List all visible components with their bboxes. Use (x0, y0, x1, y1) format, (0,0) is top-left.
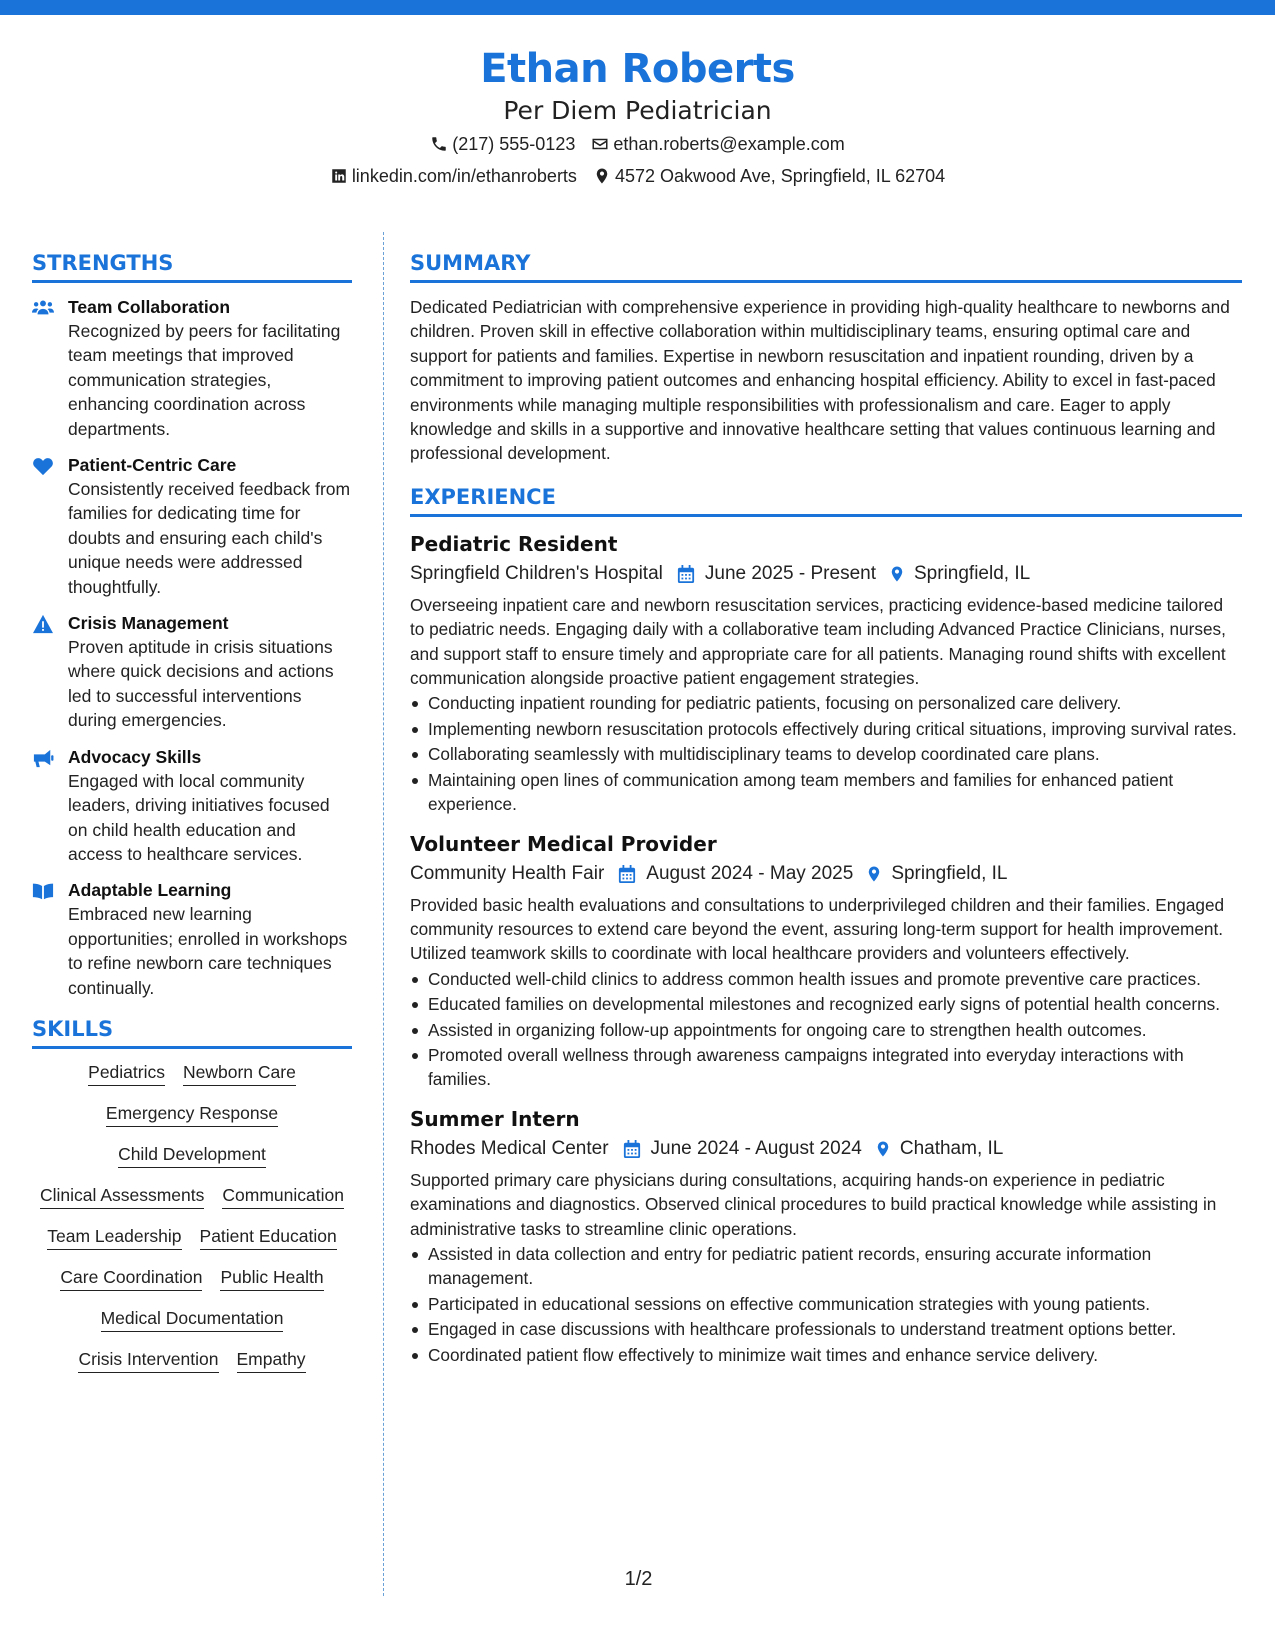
contact-row-2 (0, 160, 1275, 192)
experience-heading: EXPERIENCE (410, 482, 1242, 517)
linkedin-contact[interactable] (330, 160, 577, 192)
experience-bullet: Implementing newborn resuscitation protocols effectively during critical situations, improving survival rates. (410, 717, 1242, 741)
location-pin-icon (888, 564, 906, 584)
phone-icon (430, 135, 448, 153)
summary-heading: SUMMARY (410, 248, 1242, 283)
linkedin-text[interactable]: linkedin.com/in/ethanroberts (351, 166, 577, 186)
skill-tag: Clinical Assessments (40, 1184, 204, 1209)
phone-contact (430, 128, 575, 160)
job-title: Pediatric Resident (410, 531, 618, 556)
email-contact[interactable] (591, 128, 844, 160)
skills-list (32, 1061, 352, 1373)
email-text[interactable]: ethan.roberts@example.com (613, 134, 845, 154)
job-location: Springfield, IL (891, 862, 1008, 884)
strength-title: Crisis Management (68, 613, 229, 634)
experience-list (410, 529, 1242, 1367)
strength-body (68, 878, 352, 1000)
strengths-heading: STRENGTHS (32, 248, 352, 283)
envelope-icon (591, 135, 609, 153)
skill-tag: Emergency Response (106, 1102, 278, 1127)
book-icon (32, 878, 56, 1000)
job-title: Volunteer Medical Provider (410, 831, 717, 856)
job-bullets (410, 691, 1242, 816)
experience-bullet: Promoted overall wellness through awareness campaigns integrated into everyday interactions with families. (410, 1043, 1242, 1092)
job-organization: Rhodes Medical Center (410, 1137, 609, 1159)
skill-tag: Medical Documentation (101, 1307, 284, 1332)
calendar-icon (618, 864, 636, 884)
job-organization: Springfield Children's Hospital (410, 562, 663, 584)
strength-body (68, 295, 352, 441)
heart-icon (32, 453, 56, 599)
strength-title: Team Collaboration (68, 297, 231, 317)
candidate-title: Per Diem Pediatrician (503, 96, 772, 125)
megaphone-icon (32, 745, 56, 867)
location-pin-icon (593, 167, 611, 185)
experience-bullet: Conducting inpatient rounding for pediatric patients, focusing on personalized care delivery. (410, 691, 1242, 715)
skill-tag: Public Health (220, 1266, 323, 1291)
skill-tag: Newborn Care (183, 1061, 296, 1086)
strengths-list (32, 295, 352, 1000)
candidate-name: Ethan Roberts (480, 46, 795, 92)
job-bullets (410, 967, 1242, 1092)
job-meta (410, 559, 1242, 589)
page-number: 1/2 (624, 1568, 653, 1590)
job-description: Overseeing inpatient care and newborn resuscitation services, practicing evidence-based medicine tailored to pediatric needs. Engaging daily with a collaborative team including Advanced Practice Clinicians, nurses, and support staff to ensure timely and appropriate care for all patients. Managing round shifts with excellent communication alongside proactive patient engagement strategies. (410, 594, 1226, 689)
experience-bullet: Assisted in data collection and entry for pediatric patient records, ensuring accurate information management. (410, 1242, 1242, 1291)
experience-bullet: Assisted in organizing follow-up appointments for ongoing care to strengthen health outcomes. (410, 1018, 1242, 1042)
linkedin-icon (330, 167, 348, 185)
strength-title: Patient-Centric Care (68, 455, 237, 476)
strength-item (32, 295, 352, 441)
experience-entry (410, 529, 1242, 817)
strength-description: Embraced new learning opportunities; enrolled in workshops to refine newborn care techniques continually. (68, 904, 348, 998)
strength-item (32, 745, 352, 867)
location-pin-icon (865, 864, 883, 884)
skill-tag: Empathy (237, 1348, 306, 1373)
experience-entry (410, 1104, 1242, 1367)
right-column (410, 248, 1242, 1379)
strength-item (32, 878, 352, 1000)
job-dates: August 2024 - May 2025 (646, 862, 854, 884)
strength-body (68, 453, 352, 599)
strength-title: Advocacy Skills (68, 746, 202, 767)
job-description: Provided basic health evaluations and consultations to underprivileged children and their families. Engaged community resources to extend care beyond the event, assuring long-term support for health improvement. Utilized teamwork skills to coordinate with local healthcare providers and volunteers effectively. (410, 894, 1225, 964)
calendar-icon (623, 1139, 641, 1159)
location-pin-icon (874, 1139, 892, 1159)
job-organization: Community Health Fair (410, 862, 605, 884)
skill-tag: Care Coordination (60, 1266, 202, 1291)
job-location: Springfield, IL (914, 562, 1031, 584)
top-accent-bar (0, 0, 1275, 15)
skill-tag: Communication (222, 1184, 344, 1209)
users-icon (32, 295, 56, 441)
skills-heading: SKILLS (32, 1014, 352, 1049)
strength-title: Adaptable Learning (68, 880, 232, 901)
job-title: Summer Intern (410, 1106, 580, 1131)
phone-text: (217) 555-0123 (452, 134, 576, 154)
experience-bullet: Collaborating seamlessly with multidisciplinary teams to develop coordinated care plans. (410, 742, 1242, 766)
column-divider (383, 232, 384, 1596)
experience-bullet: Coordinated patient flow effectively to minimize wait times and enhance service delivery. (410, 1343, 1242, 1367)
strength-body (68, 745, 352, 867)
job-meta (410, 1134, 1242, 1164)
left-column (32, 248, 352, 1373)
skill-tag: Pediatrics (88, 1061, 165, 1086)
contact-row-1 (0, 128, 1275, 160)
resume-header (0, 44, 1275, 192)
skill-tag: Patient Education (200, 1225, 337, 1250)
skill-tag: Team Leadership (47, 1225, 181, 1250)
strength-description: Proven aptitude in crisis situations where quick decisions and actions led to successful interventions during emergencies. (68, 637, 334, 731)
warning-icon (32, 611, 56, 733)
job-dates: June 2024 - August 2024 (650, 1137, 862, 1159)
experience-entry (410, 829, 1242, 1092)
address-text: 4572 Oakwood Ave, Springfield, IL 62704 (614, 166, 946, 186)
skill-tag: Crisis Intervention (78, 1348, 218, 1373)
job-dates: June 2025 - Present (704, 562, 876, 584)
strength-item (32, 611, 352, 733)
job-description: Supported primary care physicians during consultations, acquiring hands-on experience in pediatric examinations and diagnostics. Observed clinical procedures to build practical knowledge while assisting in administrative tasks to streamline clinic operations. (410, 1169, 1217, 1239)
address-contact (593, 160, 945, 192)
strength-body (68, 611, 352, 733)
experience-bullet: Maintaining open lines of communication among team members and families for enhanced patient experience. (410, 768, 1242, 817)
skill-tag: Child Development (118, 1143, 266, 1168)
strength-description: Recognized by peers for facilitating team meetings that improved communication strategies, enhancing coordination across departments. (68, 321, 341, 439)
job-bullets (410, 1242, 1242, 1367)
strength-item (32, 453, 352, 599)
experience-bullet: Participated in educational sessions on effective communication strategies with young patients. (410, 1292, 1242, 1316)
summary-text: Dedicated Pediatrician with comprehensive experience in providing high-quality healthcare to newborns and children. Proven skill in effective collaboration within multidisciplinary teams, ensuring optimal care and support for patients and families. Expertise in newborn resuscitation and inpatient rounding, driven by a commitment to improving patient outcomes and enhancing hospital efficiency. Ability to excel in fast-paced environments while managing multiple responsibilities with professionalism and care. Eager to apply knowledge and skills in a supportive and innovative healthcare setting that values continuous learning and professional development. (410, 297, 1230, 464)
calendar-icon (677, 564, 695, 584)
strength-description: Engaged with local community leaders, driving initiatives focused on child health education and access to healthcare services. (68, 770, 330, 864)
job-location: Chatham, IL (899, 1137, 1004, 1159)
experience-bullet: Conducted well-child clinics to address common health issues and promote preventive care practices. (410, 967, 1242, 991)
job-meta (410, 859, 1242, 889)
strength-description: Consistently received feedback from families for dedicating time for doubts and ensuring each child's unique needs were addressed thoughtfully. (68, 479, 351, 597)
experience-bullet: Educated families on developmental milestones and recognized early signs of potential health concerns. (410, 992, 1242, 1016)
experience-bullet: Engaged in case discussions with healthcare professionals to understand treatment options better. (410, 1317, 1242, 1341)
